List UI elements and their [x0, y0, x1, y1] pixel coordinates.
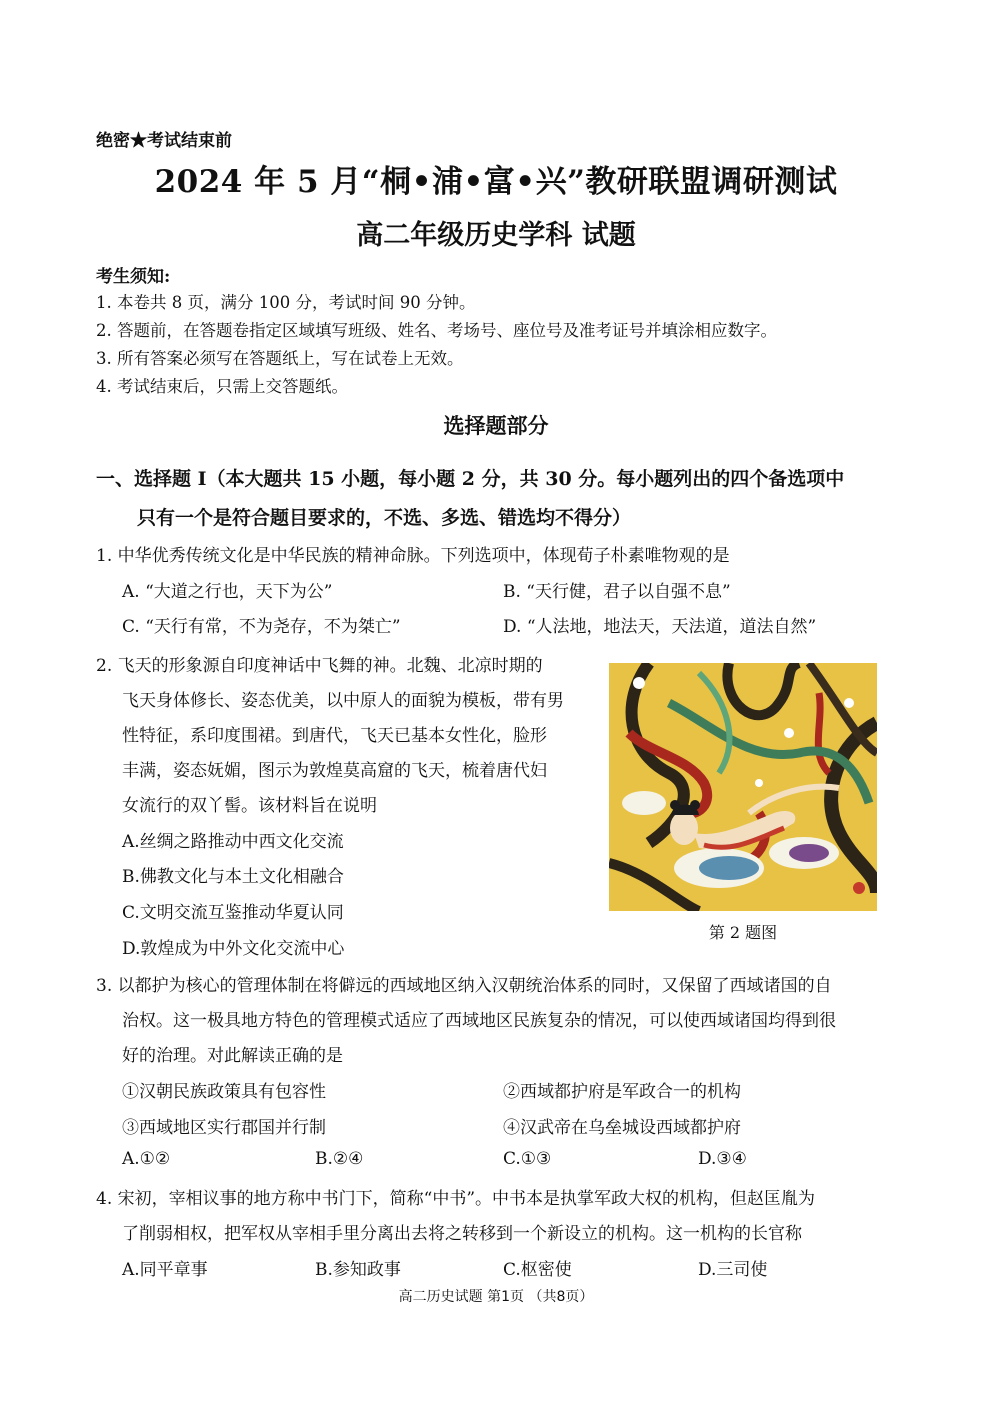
question-2-option-d: D.敦煌成为中外文化交流中心 — [122, 939, 345, 959]
question-3-option-a: A.①② — [122, 1149, 171, 1169]
question-1-option-c: C. “天行有常，不为尧存，不为桀亡” — [122, 617, 401, 637]
question-3-line: 治权。这一极具地方特色的管理模式适应了西域地区民族复杂的情况，可以使西域诸国均得到很 — [122, 1011, 836, 1031]
notice-item: 4. 考试结束后，只需上交答题纸。 — [96, 377, 348, 396]
notice-item: 2. 答题前，在答题卷指定区域填写班级、姓名、考场号、座位号及准考证号并填涂相应数字。 — [96, 321, 777, 340]
question-4-line: 了削弱相权，把军权从宰相手里分离出去将之转移到一个新设立的机构。这一机构的长官称 — [122, 1224, 802, 1244]
notice-item: 1. 本卷共 8 页，满分 100 分，考试时间 90 分钟。 — [96, 293, 476, 312]
question-2-line: 飞天身体修长、姿态优美，以中原人的面貌为模板，带有男 — [122, 691, 564, 711]
question-4-option-c: C.枢密使 — [503, 1260, 572, 1280]
exam-subtitle: 高二年级历史学科 试题 — [356, 220, 636, 251]
question-2-option-c: C.文明交流互鉴推动华夏认同 — [122, 903, 344, 923]
question-4-option-b: B.参知政事 — [315, 1260, 401, 1280]
question-2-line: 性特征，系印度围裙。到唐代，飞天已基本女性化，脸形 — [122, 726, 547, 746]
page-footer: 高二历史试题 第1页 （共8页） — [398, 1289, 594, 1305]
flying-apsaras-mural-image — [609, 663, 877, 911]
question-3-line: 3. 以都护为核心的管理体制在将僻远的西域地区纳入汉朝统治体系的同时，又保留了西域诸国的自 — [96, 976, 832, 996]
figure-caption: 第 2 题图 — [708, 923, 778, 942]
part-instructions-line1: 一、选择题 I（本大题共 15 小题，每小题 2 分，共 30 分。每小题列出的四个备选项中 — [96, 468, 845, 490]
question-3-statement-2: ②西域都护府是军政合一的机构 — [503, 1082, 741, 1102]
question-3-statement-1: ①汉朝民族政策具有包容性 — [122, 1082, 326, 1102]
question-2-option-b: B.佛教文化与本土文化相融合 — [122, 867, 344, 887]
section-title: 选择题部分 — [443, 413, 549, 438]
question-1-option-d: D. “人法地，地法天，天法道，道法自然” — [503, 617, 817, 637]
question-1-stem: 1. 中华优秀传统文化是中华民族的精神命脉。下列选项中，体现荀子朴素唯物观的是 — [96, 546, 730, 566]
notice-heading: 考生须知: — [96, 267, 171, 287]
notice-item: 3. 所有答案必须写在答题纸上，写在试卷上无效。 — [96, 349, 464, 368]
question-3-statement-4: ④汉武帝在乌垒城设西域都护府 — [503, 1118, 741, 1138]
question-2-line: 丰满，姿态妩媚，图示为敦煌莫高窟的飞天，梳着唐代妇 — [122, 761, 547, 781]
question-3-line: 好的治理。对此解读正确的是 — [122, 1046, 343, 1066]
question-3-option-d: D.③④ — [698, 1149, 747, 1169]
question-4-option-d: D.三司使 — [698, 1260, 768, 1280]
question-2-line: 2. 飞天的形象源自印度神话中飞舞的神。北魏、北凉时期的 — [96, 656, 543, 676]
question-3-statement-3: ③西域地区实行郡国并行制 — [122, 1118, 326, 1138]
question-3-option-b: B.②④ — [315, 1149, 364, 1169]
question-3-option-c: C.①③ — [503, 1149, 552, 1169]
question-1-option-b: B. “天行健，君子以自强不息” — [503, 582, 731, 602]
confidential-mark: 绝密★考试结束前 — [96, 131, 232, 151]
question-4-line: 4. 宋初，宰相议事的地方称中书门下，简称“中书”。中书本是执掌军政大权的机构，但赵匡胤为 — [96, 1189, 816, 1209]
question-4-option-a: A.同平章事 — [122, 1260, 208, 1280]
question-2-line: 女流行的双丫髻。该材料旨在说明 — [122, 796, 377, 816]
question-2-option-a: A.丝绸之路推动中西文化交流 — [122, 832, 344, 852]
part-instructions-line2: 只有一个是符合题目要求的，不选、多选、错选均不得分） — [137, 507, 632, 529]
exam-title: 2024 年 5 月“桐•浦•富•兴”教研联盟调研测试 — [154, 164, 838, 200]
question-1-option-a: A. “大道之行也，天下为公” — [122, 582, 333, 602]
